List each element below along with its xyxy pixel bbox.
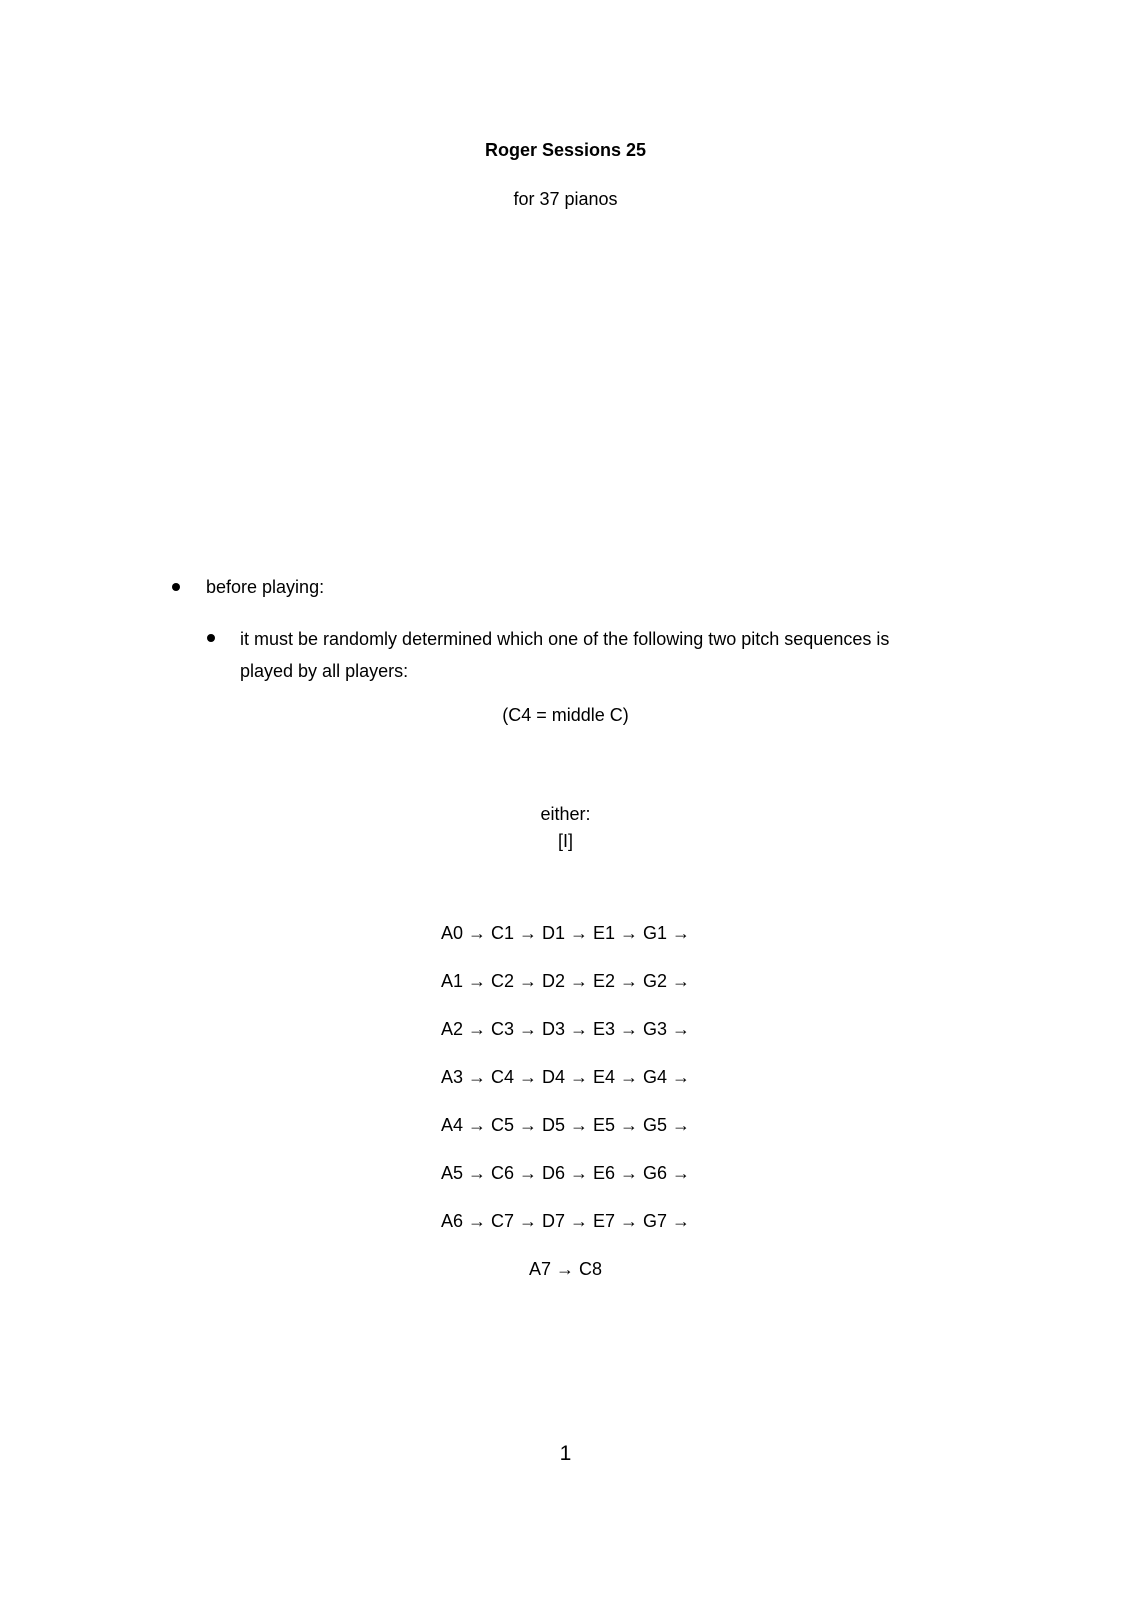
sequence-row-5: A4 → C5 → D5 → E5 → G5 →: [440, 1115, 691, 1135]
sequence-row-8: A7 → C8: [528, 1259, 603, 1279]
sequence-row-7: A6 → C7 → D7 → E7 → G7 →: [440, 1211, 691, 1231]
option-label: [I]: [557, 831, 573, 851]
sequence-row-6: A5 → C6 → D6 → E6 → G6 →: [440, 1163, 691, 1183]
page-title: Roger Sessions 25: [484, 140, 647, 160]
bullet-marker-1: [172, 583, 180, 591]
sequence-row-4: A3 → C4 → D4 → E4 → G4 →: [440, 1067, 691, 1087]
middle-c-note: (C4 = middle C): [502, 705, 629, 725]
bullet-text-1: before playing:: [206, 577, 325, 597]
page-number: 1: [559, 1442, 572, 1465]
bullet-marker-2: [207, 634, 215, 642]
bullet-text-2-line2: played by all players:: [240, 661, 409, 681]
sequence-row-3: A2 → C3 → D3 → E3 → G3 →: [440, 1019, 691, 1039]
sequence-row-1: A0 → C1 → D1 → E1 → G1 →: [440, 923, 691, 943]
page-subtitle: for 37 pianos: [513, 189, 618, 209]
sequence-row-2: A1 → C2 → D2 → E2 → G2 →: [440, 971, 691, 991]
either-label: either:: [540, 804, 591, 824]
bullet-text-2-line1: it must be randomly determined which one of the following two pitch sequences is: [240, 629, 890, 649]
